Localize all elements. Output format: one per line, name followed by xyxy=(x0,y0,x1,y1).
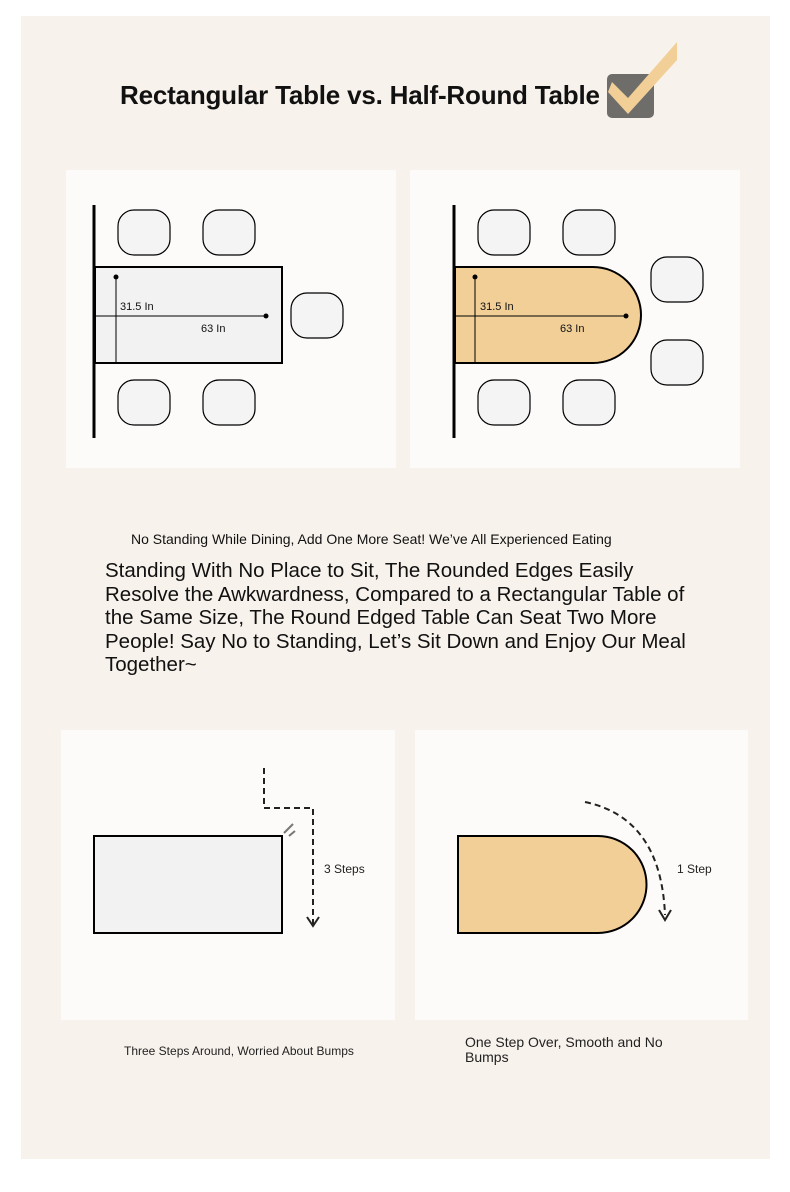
width-label: 31.5 In xyxy=(120,301,154,313)
seat xyxy=(478,210,530,255)
steps-label: 3 Steps xyxy=(324,862,365,876)
bump-mark xyxy=(284,824,293,833)
rect-seating-panel xyxy=(66,170,396,468)
caption-one-step: One Step Over, Smooth and No Bumps xyxy=(465,1034,663,1065)
seat xyxy=(563,210,615,255)
seat xyxy=(651,340,703,385)
seat xyxy=(203,380,255,425)
half-round-seating-panel xyxy=(410,170,740,468)
half-round-steps-panel xyxy=(415,730,748,1020)
half-round-steps-diagram xyxy=(415,730,748,1020)
body-text: Standing With No Place to Sit, The Rounded Edges Easily Resolve the Awkwardness, Compared to a Rectangular Table of the Same Size, The Round Edged Table Can Seat Two More People! Say No to Standing, Let’s Sit Down and Enjoy Our Meal Together~ xyxy=(105,559,686,676)
seat xyxy=(478,380,530,425)
steps-label: 1 Step xyxy=(677,862,712,876)
seat xyxy=(118,380,170,425)
half-round-seating-diagram xyxy=(410,170,740,468)
rect-steps-panel xyxy=(61,730,395,1020)
length-label: 63 In xyxy=(560,323,585,335)
length-label: 63 In xyxy=(201,323,226,335)
caption-three-steps: Three Steps Around, Worried About Bumps xyxy=(124,1044,354,1058)
rect-seating-diagram xyxy=(66,170,396,468)
intro-line: No Standing While Dining, Add One More Seat! We’ve All Experienced Eating xyxy=(131,531,612,547)
rectangular-table xyxy=(94,836,282,933)
seat xyxy=(563,380,615,425)
half-round-table xyxy=(455,267,641,363)
seat xyxy=(291,293,343,338)
seat xyxy=(651,257,703,302)
seat xyxy=(118,210,170,255)
half-round-table xyxy=(458,836,647,933)
rect-steps-diagram xyxy=(61,730,395,1020)
width-label: 31.5 In xyxy=(480,301,514,313)
checkmark-icon xyxy=(604,40,680,120)
rectangular-table xyxy=(95,267,282,363)
seat xyxy=(203,210,255,255)
page-title: Rectangular Table vs. Half-Round Table xyxy=(120,80,600,110)
